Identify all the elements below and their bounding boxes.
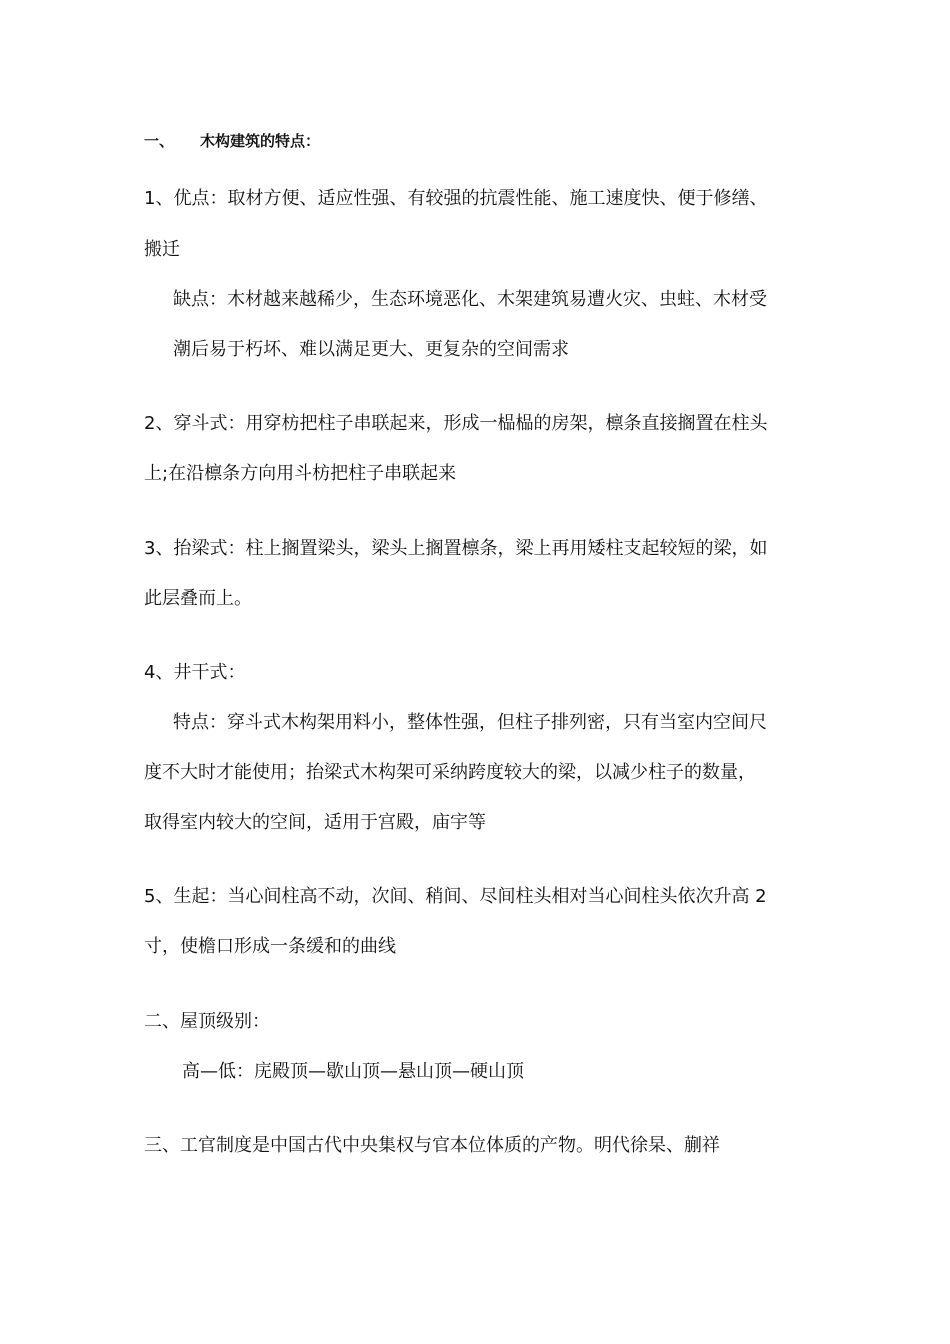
paragraph-line: 取得室内较大的空间，适用于宫殿，庙宇等 [144,812,486,833]
section-title: 木构建筑的特点： [200,132,321,150]
paragraph-line: 1、优点：取材方便、适应性强、有较强的抗震性能、施工速度快、便于修缮、 [144,188,768,209]
paragraph-line: 3、抬梁式：柱上搁置梁头，梁头上搁置檩条，梁上再用矮柱支起较短的梁，如 [144,538,768,559]
section-number: 一、 [144,132,175,150]
paragraph-line: 度不大时才能使用；抬梁式木构架可采纳跨度较大的梁，以减少柱子的数量， [144,762,756,783]
paragraph-line: 5、生起：当心间柱高不动，次间、稍间、尽间柱头相对当心间柱头依次升高 2 [144,886,767,907]
paragraph-line: 上;在沿檩条方向用斗枋把柱子串联起来 [144,463,457,484]
paragraph-line: 三、工官制度是中国古代中央集权与官本位体质的产物。明代徐杲、蒯祥 [144,1135,720,1156]
paragraph-line: 寸，使檐口形成一条缓和的曲线 [144,936,396,957]
paragraph-line: 搬迁 [144,239,180,260]
paragraph-line: 2、穿斗式：用穿枋把柱子串联起来，形成一榀榀的房架，檩条直接搁置在柱头 [144,413,768,434]
paragraph-line: 潮后易于朽坏、难以满足更大、更复杂的空间需求 [173,339,569,360]
paragraph-line: 二、屋顶级别： [144,1011,270,1032]
paragraph-line: 高—低：庑殿顶—歇山顶—悬山顶—硬山顶 [182,1061,524,1082]
paragraph-line: 特点：穿斗式木构架用料小，整体性强，但柱子排列密，只有当室内空间尺 [173,712,767,733]
paragraph-line: 此层叠而上。 [144,588,252,609]
paragraph-line: 4、井干式： [144,662,246,683]
section-heading-1 [144,128,320,154]
paragraph-line: 缺点：木材越来越稀少，生态环境恶化、木架建筑易遭火灾、虫蛀、木材受 [173,289,767,310]
